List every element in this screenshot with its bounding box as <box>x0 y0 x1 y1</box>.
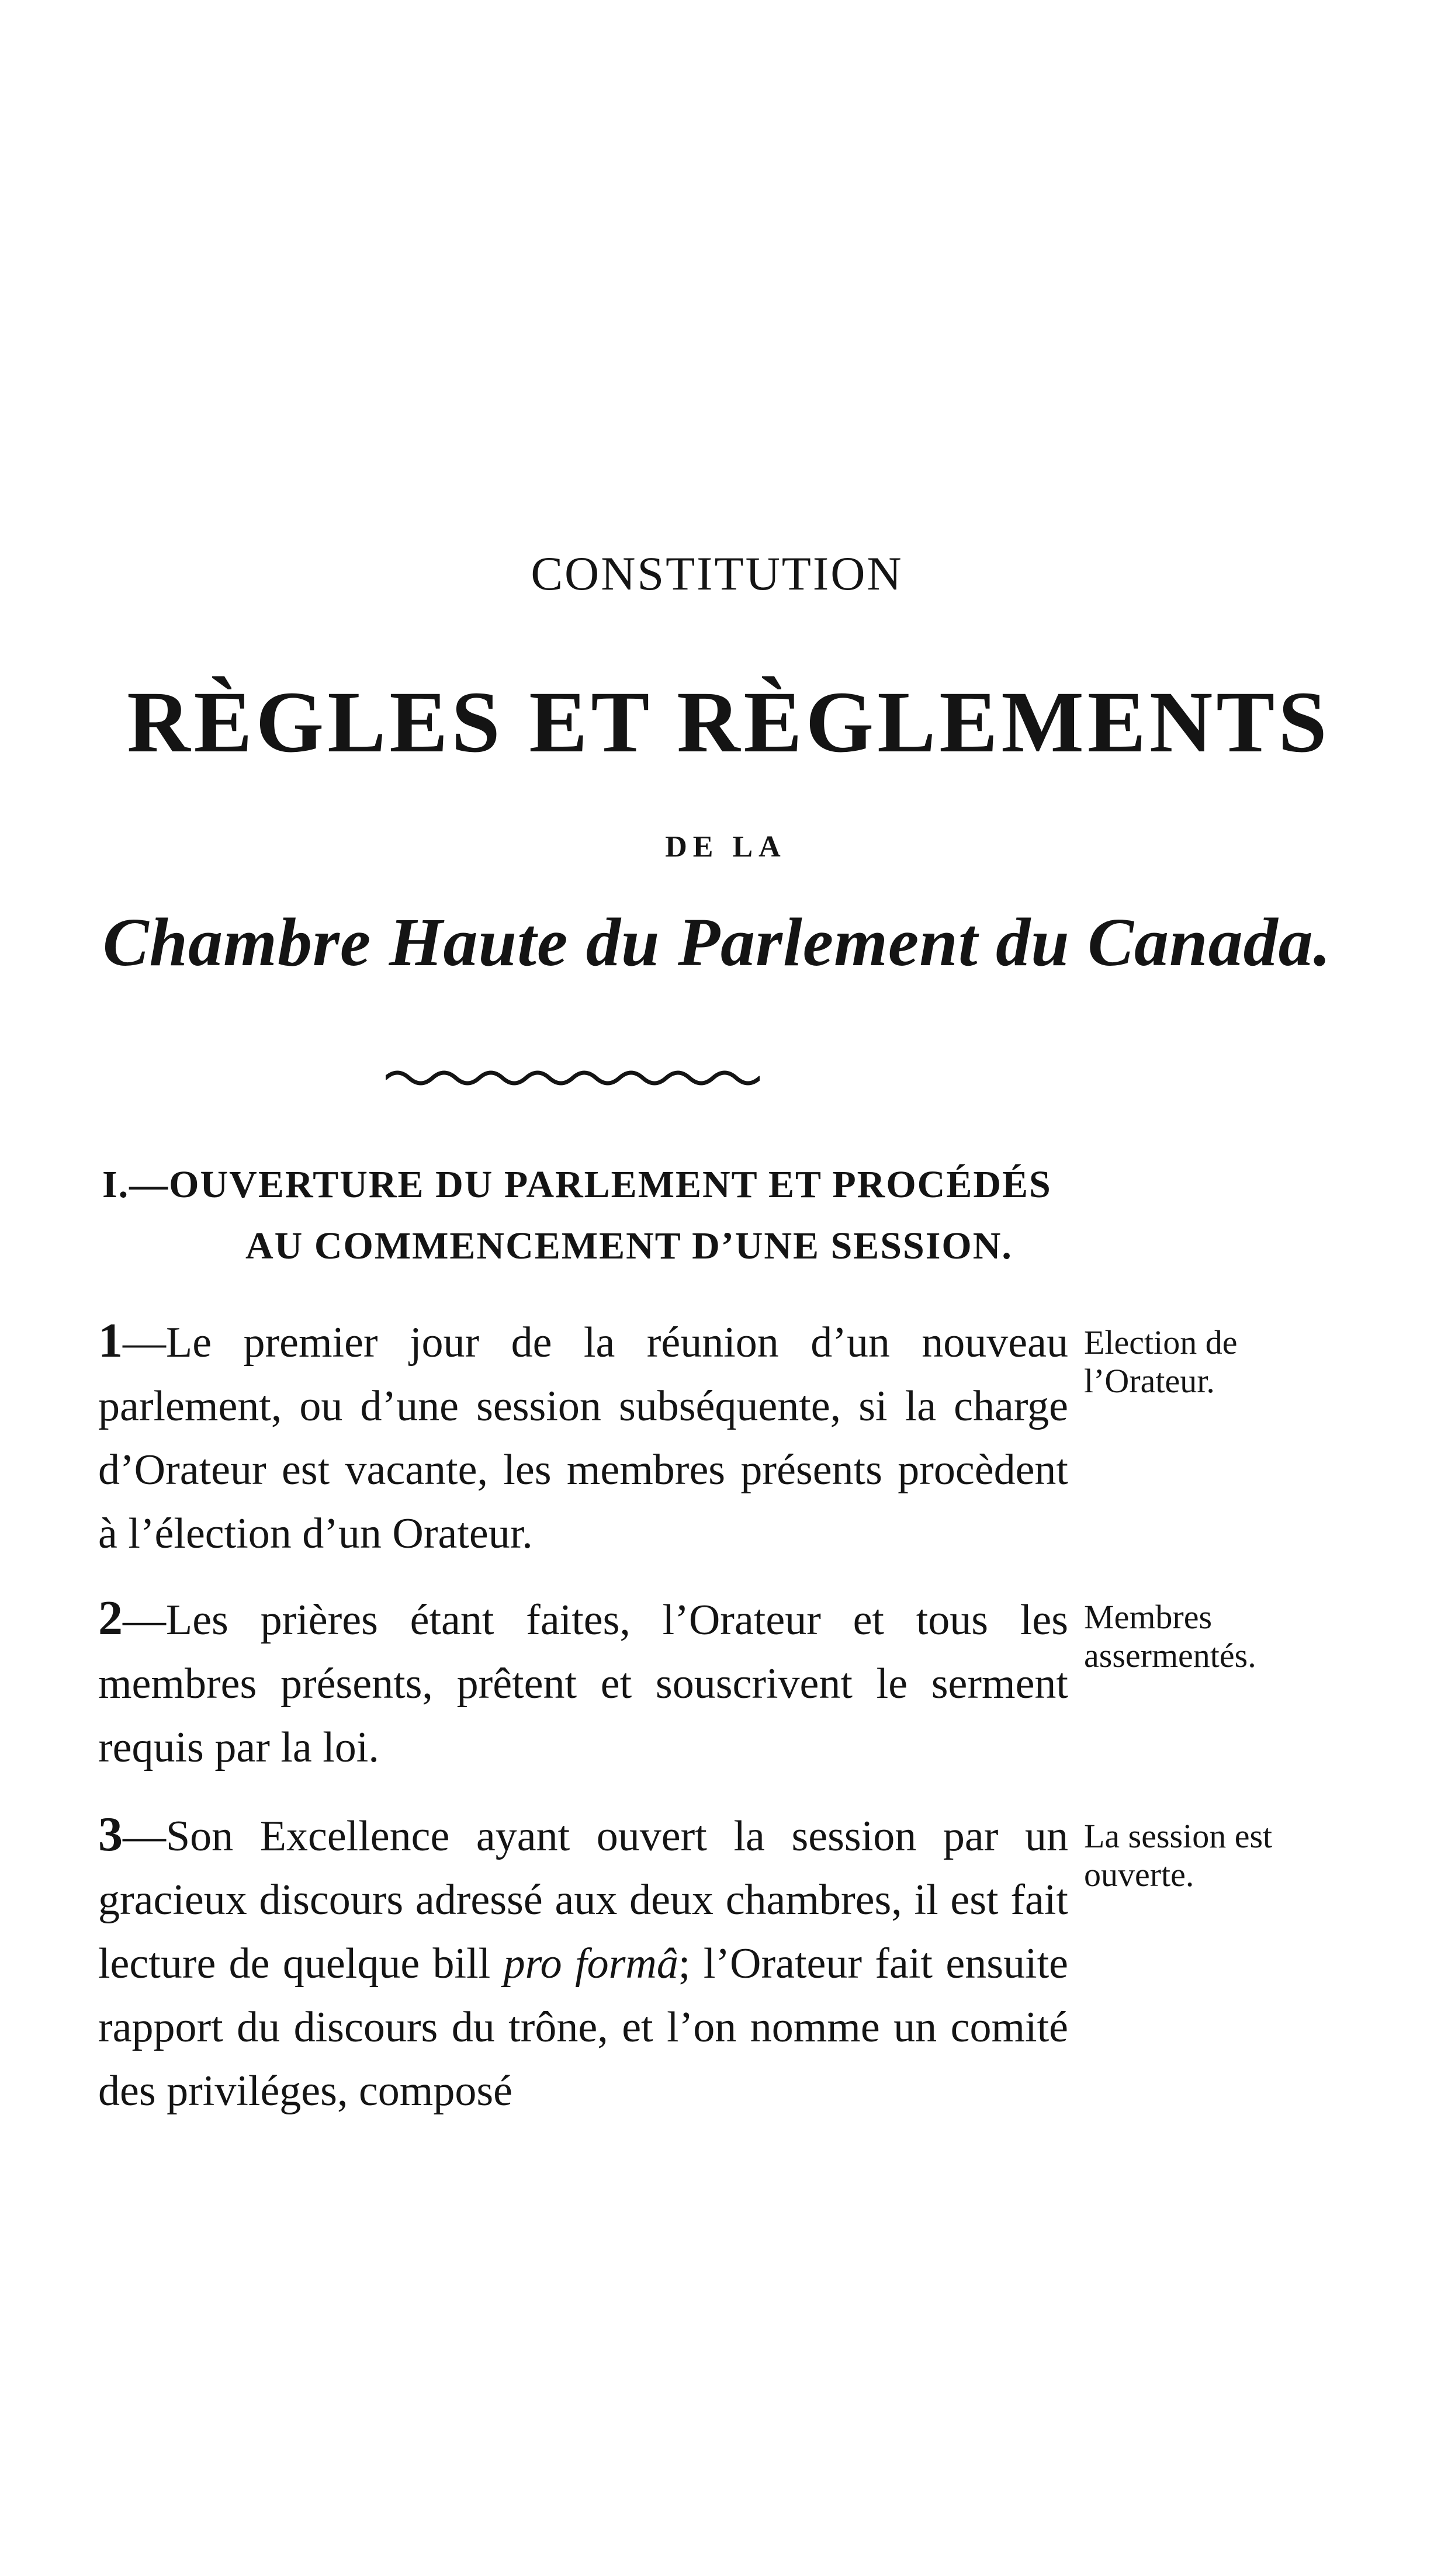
rule-number: 2 <box>98 1591 123 1645</box>
section-heading <box>102 1154 1096 1277</box>
section-heading-line2: AU COMMENCEMENT D’UNE SESSION. <box>245 1225 1013 1267</box>
margin-note-3: La session est ouverte. <box>1084 1817 1273 1894</box>
rule-text-italic: pro formâ <box>503 1940 678 1988</box>
rule-text-end: ; l’Orateur fait ensuite rapport du discours du trône, et l’on nomme un comité des priviléges, composé <box>98 1940 1068 2115</box>
wavy-rule-ornament <box>386 1063 760 1093</box>
rule-text-start: —Son Excellence ayant ouvert la session par un gracieux discours adressé aux deux chambres, il est fait lecture de quelque bill <box>98 1812 1068 1988</box>
rule-text: —Le premier jour de la réunion d’un nouveau parlement, ou d’une session subséquente, si la charge d’Orateur est vacante, les membres présents procèdent à l’élection d’un Orateur. <box>98 1319 1068 1558</box>
title-constitution: CONSTITUTION <box>531 547 903 600</box>
rule-text: —Les prières étant faites, l’Orateur et tous les membres présents, prêtent et souscrivent le serment requis par la loi. <box>98 1596 1068 1771</box>
rule-number: 1 <box>98 1313 123 1368</box>
title-de-la: DE LA <box>665 830 787 864</box>
title-chambre-haute: Chambre Haute du Parlement du Canada. <box>102 904 1332 980</box>
rule-number: 3 <box>98 1807 123 1861</box>
margin-note-2: Membres assermentés. <box>1084 1598 1256 1674</box>
margin-note-1: Election de l’Orateur. <box>1084 1323 1238 1400</box>
title-regles-reglements: RÈGLES ET RÈGLEMENTS <box>127 674 1331 771</box>
section-heading-line1: I.—OUVERTURE DU PARLEMENT ET PROCÉDÉS <box>102 1163 1052 1206</box>
rule-3-paragraph <box>98 1802 1068 2123</box>
rule-1-paragraph <box>98 1309 1068 1566</box>
rule-2-paragraph <box>98 1586 1068 1780</box>
